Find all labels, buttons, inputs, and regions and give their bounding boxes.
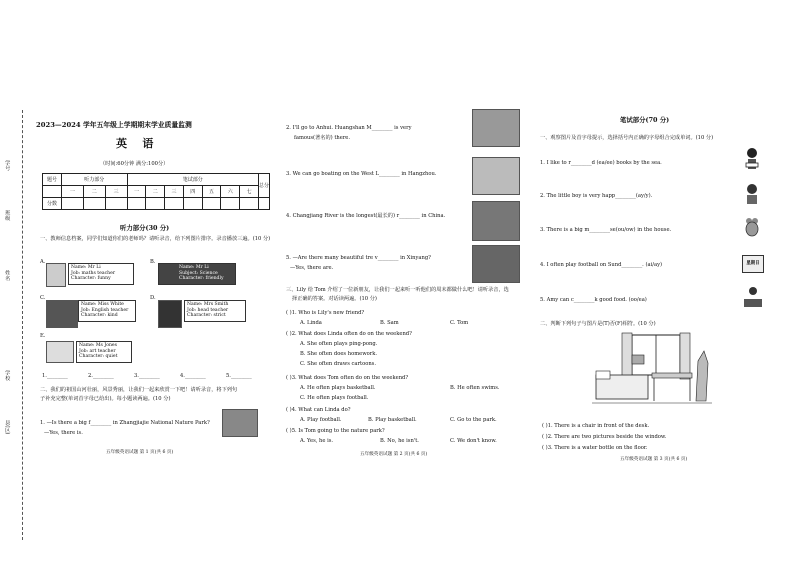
card-line: Job: art teacher <box>79 348 116 354</box>
page-2-footer: 五年级英语试题 第 2 页(共 6 页) <box>360 452 428 457</box>
q2-item-5-line2: —Yes, there are. <box>290 265 334 271</box>
forest-image <box>222 409 258 437</box>
question-1-stem: ( )1. Who is Lily's new friend? <box>286 310 365 316</box>
q2-item-2-line2: famous(著名的) there. <box>294 135 351 141</box>
score-cell[interactable] <box>105 198 127 210</box>
question-5-option-c[interactable]: C. We don't know. <box>450 438 497 444</box>
score-col: 一 <box>62 186 84 198</box>
score-cell[interactable] <box>127 198 146 210</box>
q2-item-2-line1: 2. I'll go to Anhui. Huangshan M________ is very <box>286 125 412 131</box>
card-line: Name: Ms Jones <box>79 343 118 348</box>
written-q1-item-3: 3. There is a big m________se(ou/ow) in the house. <box>540 227 672 233</box>
score-col: 二 <box>83 186 105 198</box>
judge-item-2: ( )2. There are two pictures beside the window. <box>542 434 667 440</box>
score-cell[interactable] <box>221 198 240 210</box>
binding-label-school: 学校 <box>4 370 11 381</box>
question-4-option-a[interactable]: A. Play football. <box>300 417 342 423</box>
score-row-label: 题号 <box>43 174 62 186</box>
question-4-option-c[interactable]: C. Go to the park. <box>450 417 497 423</box>
score-cell[interactable] <box>165 198 184 210</box>
page-1-footer: 五年级英语试题 第 1 页(共 6 页) <box>106 450 174 455</box>
card-letter-c: C. <box>40 295 46 301</box>
reading-girl-icon <box>744 147 760 175</box>
happy-boy-icon <box>744 183 760 205</box>
binding-label-county: 县(区) <box>4 420 11 435</box>
question-3-stem: ( )3. What does Tom often do on the weekend? <box>286 375 409 381</box>
binding-line <box>22 110 23 540</box>
question-5-stem: ( )5. Is Tom going to the nature park? <box>286 428 385 434</box>
listening-header: 听力部分 <box>62 174 128 186</box>
bedroom-image <box>592 331 712 411</box>
q2-item-3: 3. We can go boating on the West L________ in Hangzhou. <box>286 171 437 177</box>
teacher-card-b <box>158 263 236 285</box>
question-5-option-b[interactable]: B. No, he isn't. <box>380 438 419 444</box>
card-line: Name: Miss White <box>81 302 124 307</box>
calendar-icon <box>742 255 764 273</box>
score-col: 七 <box>240 186 259 198</box>
page-3 <box>536 105 786 535</box>
q3-instruction-line1: 三、Lily 给 Tom 介绍了一位新朋友，让我们一起来听一听他们的周末都做什么吧！请听录音，选 <box>286 287 509 293</box>
card-line: Name: Mr Li <box>179 265 209 270</box>
score-col: 三 <box>105 186 127 198</box>
score-cell[interactable] <box>62 198 84 210</box>
listening-section-title: 听力部分(30 分) <box>120 224 170 232</box>
card-letter-d: D. <box>150 295 156 301</box>
binding-label-name: 姓名 <box>4 270 11 281</box>
written-q2-instruction: 二、判断下列句子与图片是(T)否(F)相符。(10 分) <box>540 321 656 327</box>
question-2-option-b[interactable]: B. She often does homework. <box>300 351 378 357</box>
card-letter-a: A. <box>40 259 46 265</box>
card-line: Character: quiet <box>79 354 118 360</box>
order-blank-4[interactable]: 4.________ <box>180 373 206 379</box>
question-3-option-b[interactable]: B. He often swims. <box>450 385 500 391</box>
question-4-option-b[interactable]: B. Play basketball. <box>368 417 417 423</box>
written-section-title: 笔试部分(70 分) <box>620 116 670 124</box>
order-blank-3[interactable]: 3.________ <box>134 373 160 379</box>
q3-instruction-line2: 择正确的答案。对话读两遍。(10 分) <box>292 296 377 302</box>
card-line: Character: strict <box>187 313 226 319</box>
order-blank-2[interactable]: 2.________ <box>88 373 114 379</box>
binding-label-id: 学号 <box>4 160 11 171</box>
order-blank-1[interactable]: 1.________ <box>42 373 68 379</box>
written-q1-instruction: 一、观察图片及首字母提示，选择括号内正确的字母组合完成单词。(10 分) <box>540 135 714 141</box>
question-2-option-c[interactable]: C. She often draws cartoons. <box>300 361 376 367</box>
cooking-icon <box>742 285 764 309</box>
teacher-card-d <box>184 300 246 322</box>
teacher-card-e <box>76 341 132 363</box>
score-cell[interactable] <box>183 198 202 210</box>
score-col: 一 <box>127 186 146 198</box>
total-header: 总分 <box>259 174 270 198</box>
score-col: 四 <box>183 186 202 198</box>
teacher-card-a <box>68 263 134 285</box>
written-q1-item-4: 4. I often play football on Sund________. (ai/ay) <box>540 262 663 268</box>
q2-item-5-line1: 5. —Are there many beautiful tre v________ in Xinyang? <box>286 255 431 261</box>
question-2-stem: ( )2. What does Linda often do on the weekend? <box>286 331 412 337</box>
teacher-card-c <box>78 300 136 322</box>
score-label: 分数 <box>43 198 62 210</box>
card-line: Job: head teacher <box>187 307 229 313</box>
card-line: Name: Mr Li <box>71 265 101 270</box>
page-3-footer: 五年级英语试题 第 3 页(共 6 页) <box>620 457 688 462</box>
written-q1-item-2: 2. The little boy is very happ________(ay/y). <box>540 193 653 199</box>
score-cell[interactable] <box>83 198 105 210</box>
score-cell[interactable] <box>146 198 165 210</box>
calendar-label: 星期日 <box>746 261 760 266</box>
question-3-option-a[interactable]: A. He often plays basketball. <box>300 385 376 391</box>
score-cell[interactable] <box>259 198 270 210</box>
teacher-e-image <box>46 341 74 363</box>
card-line: Job: maths teacher <box>71 270 116 276</box>
q2-item-1-question: 1. —Is there a big f________ in Zhangjiajie National Nature Park? <box>40 420 210 426</box>
card-line: Subject: Science <box>179 270 218 276</box>
river-image <box>472 201 520 241</box>
subject-title: 英 语 <box>116 137 154 150</box>
question-1-option-c[interactable]: C. Tom <box>450 320 469 326</box>
mouse-icon <box>744 217 760 239</box>
scenery-image <box>472 245 520 283</box>
exam-info: （时间:60分钟 满分:100分） <box>100 161 169 167</box>
question-4-stem: ( )4. What can Linda do? <box>286 407 351 413</box>
teacher-c-image <box>46 300 78 328</box>
card-line: Job: English teacher <box>81 307 129 313</box>
card-letter-b: B. <box>150 259 156 265</box>
q2-item-4: 4. Changjiang River is the longest(最长的) r________ in China. <box>286 213 446 219</box>
written-header: 笔试部分 <box>127 174 258 186</box>
judge-item-3: ( )3. There is a water bottle on the floor. <box>542 445 648 451</box>
q1-instruction: 一、教师信息档案，同学们知道你们的老师吗？请听录音，给下列图片排序。录音播放三遍。(10 分) <box>40 236 271 242</box>
lake-image <box>472 157 520 195</box>
judge-item-1: ( )1. There is a chair in front of the desk. <box>542 423 650 429</box>
score-table <box>42 173 270 210</box>
exam-title: 2023—2024 学年五年级上学期期末学业质量监测 <box>36 121 192 129</box>
written-q1-item-1: 1. I like to r________d (ea/ee) books by the sea. <box>540 160 662 166</box>
q2-instruction-line2: 子补充完整(单词首字母已给出)。每小题读两遍。(10 分) <box>40 396 171 402</box>
card-line: Character: friendly <box>179 276 224 282</box>
score-col: 二 <box>146 186 165 198</box>
q2-item-1-answer: —Yes, there is. <box>44 430 83 436</box>
binding-label-class: 班级 <box>4 210 11 221</box>
question-1-option-b[interactable]: B. Sam <box>380 320 399 326</box>
teacher-d-image <box>158 300 182 328</box>
teacher-a-image <box>46 263 66 287</box>
written-q1-item-5: 5. Amy can c________k good food. (oo/ea) <box>540 297 647 303</box>
score-col: 五 <box>202 186 221 198</box>
score-cell[interactable] <box>240 198 259 210</box>
page-1 <box>28 105 273 535</box>
question-1-option-a[interactable]: A. Linda <box>300 320 322 326</box>
page-2 <box>282 105 527 535</box>
question-5-option-a[interactable]: A. Yes, he is. <box>300 438 334 444</box>
score-col-blank <box>43 186 62 198</box>
score-col: 六 <box>221 186 240 198</box>
score-col: 三 <box>165 186 184 198</box>
mountain-image <box>472 109 520 147</box>
card-line: Name: Mrs Smith <box>187 302 229 307</box>
order-blank-5[interactable]: 5.________ <box>226 373 252 379</box>
score-cell[interactable] <box>202 198 221 210</box>
q2-instruction-line1: 二、我们的祖国山河壮丽，风景秀丽，让我们一起来欣赏一下吧！请听录音，将下列句 <box>40 387 238 393</box>
question-2-option-a[interactable]: A. She often plays ping-pong. <box>300 341 378 347</box>
card-line: Character: funny <box>71 276 111 282</box>
card-line: Character: kind <box>81 313 118 319</box>
question-3-option-c[interactable]: C. He often plays football. <box>300 395 369 401</box>
card-letter-e: E. <box>40 333 46 339</box>
